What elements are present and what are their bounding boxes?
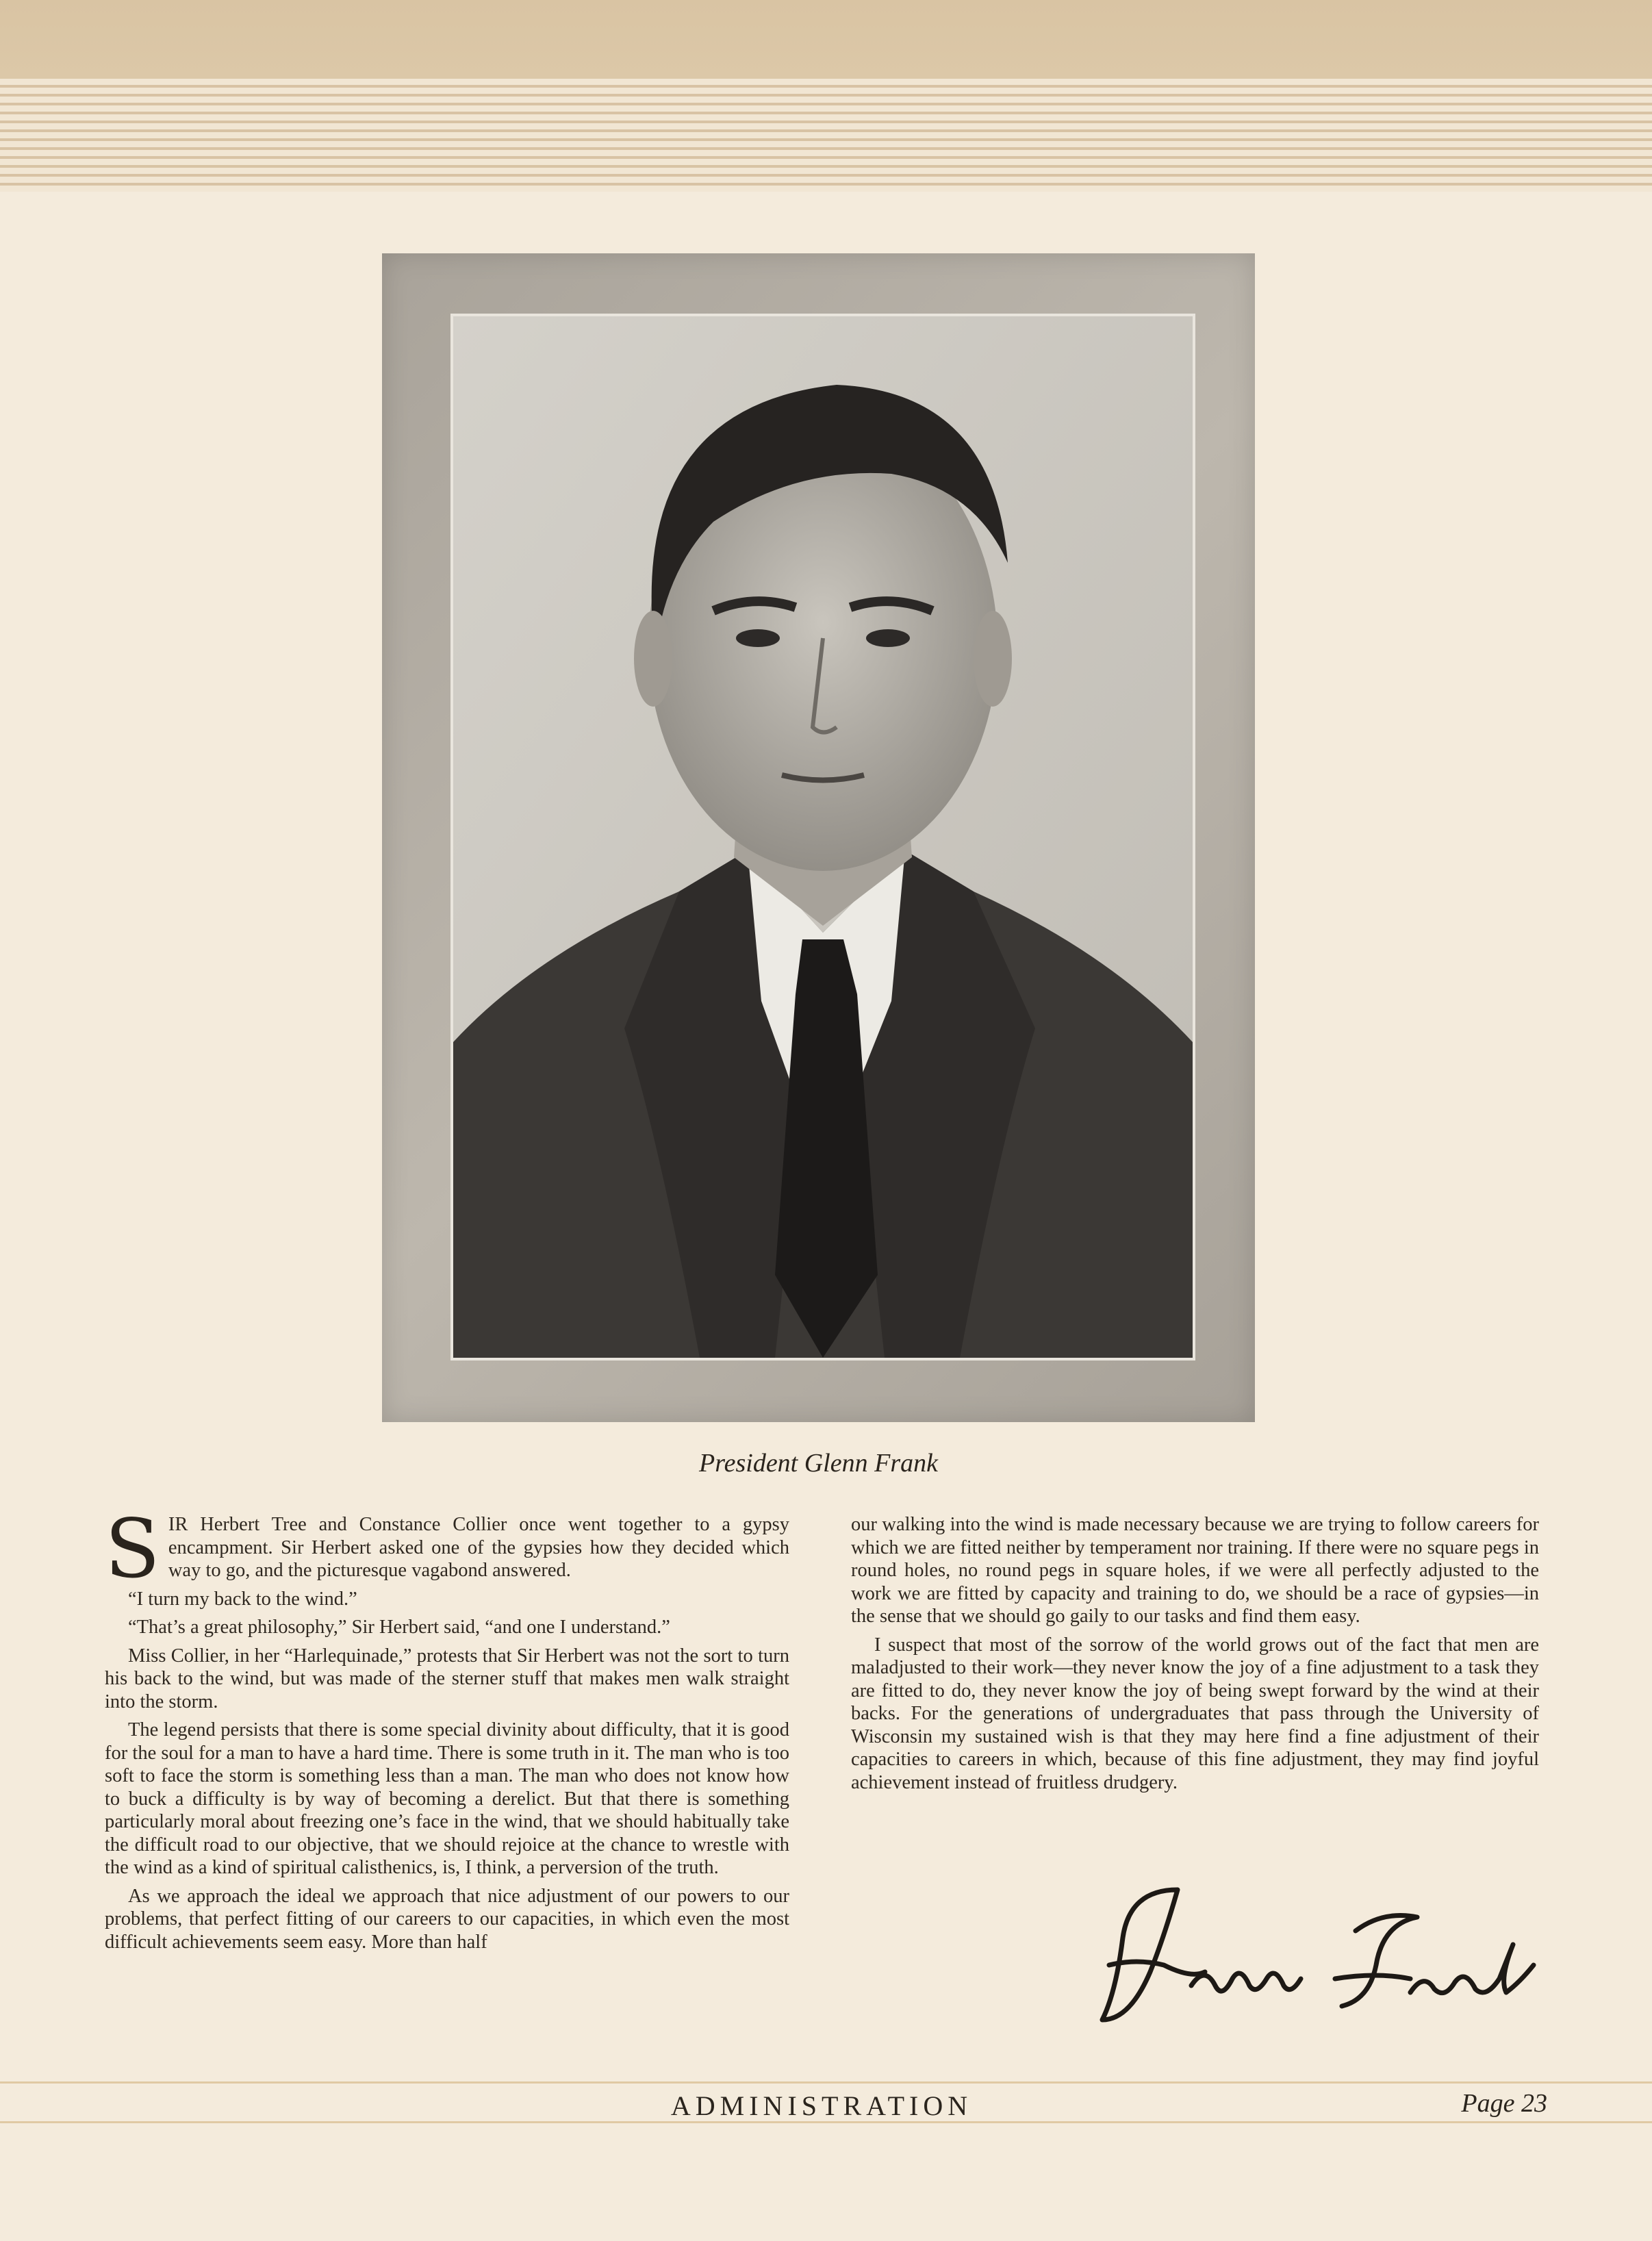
article-paragraph — [105, 1502, 789, 1596]
portrait-illustration — [453, 316, 1193, 1358]
portrait-photo — [450, 314, 1195, 1360]
portrait-mat — [382, 253, 1255, 1422]
footer-section-title: ADMINISTRATION — [670, 2090, 973, 2121]
article-paragraph: “That’s a great philosophy,” Sir Herbert said, “and one I understand.” — [128, 1617, 670, 1638]
portrait-caption: President Glenn Frank — [699, 1449, 938, 1478]
article-paragraph: “I turn my back to the wind.” — [128, 1588, 357, 1610]
article-right-column — [851, 1513, 1539, 1799]
signature — [1089, 1862, 1540, 2040]
article-left-column — [105, 1502, 789, 1959]
article-paragraph: our walking into the wind is made necessary because we are trying to follow careers for which we are fitted neither by temperament nor training. If there were no square pegs in round holes, no round pegs in square holes, if we were all perfectly adjusted to the work we are fitted by capacity and training to do, we should be a race of gypsies—in the sense that we should go gaily to our tasks and find them easy. — [851, 1514, 1539, 1627]
article-paragraph-text: IR Herbert Tree and Constance Collier once went together to a gypsy encampment. Sir Herbert asked one of the gypsies how they decided which way to go, and the picturesque vagabond answered. — [168, 1514, 789, 1581]
page-number: Page 23 — [1461, 2089, 1547, 2118]
article-paragraph: Miss Collier, in her “Harlequinade,” protests that Sir Herbert was not the sort to turn his back to the wind, but was made of the sterner stuff that makes men walk straight into the storm. — [105, 1645, 789, 1712]
footer-rule-top — [0, 2081, 1652, 2084]
article-paragraph: The legend persists that there is some special divinity about difficulty, that it is good for the soul for a man to have a hard time. There is some truth in it. The man who is too soft to face the storm is something less than a man. The man who does not know how to buck a difficulty is by way of becoming a derelict. But that there is something particularly moral about freezing one’s face in the wind, that we should habitually take the difficult road to our objective, that we should rejoice at the chance to wrestle with the wind as a kind of spiritual calisthenics, is, I think, a perversion of the truth. — [105, 1719, 789, 1878]
article-paragraph: I suspect that most of the sorrow of the world grows out of the fact that men are maladjusted to their work—they never know the joy of a fine adjustment to a task they are fitted to do, they never know the joy of being swept forward by the wind at their backs. For the generations of undergraduates that pass through the University of Wisconsin my sustained wish is that they may here find a fine adjustment of their capacities to careers in which, because of this fine adjustment, they may find joyful achievement instead of fruitless drudgery. — [851, 1634, 1539, 1793]
footer-rule-bottom — [0, 2121, 1652, 2123]
drop-cap: S — [105, 1502, 160, 1596]
top-decorative-band — [0, 0, 1652, 79]
article-paragraph: As we approach the ideal we approach that nice adjustment of our powers to our problems, that perfect fitting of our careers to our capacities, in which even the most difficult achievements seem easy. More than half — [105, 1885, 789, 1953]
top-decorative-lines — [0, 79, 1652, 192]
